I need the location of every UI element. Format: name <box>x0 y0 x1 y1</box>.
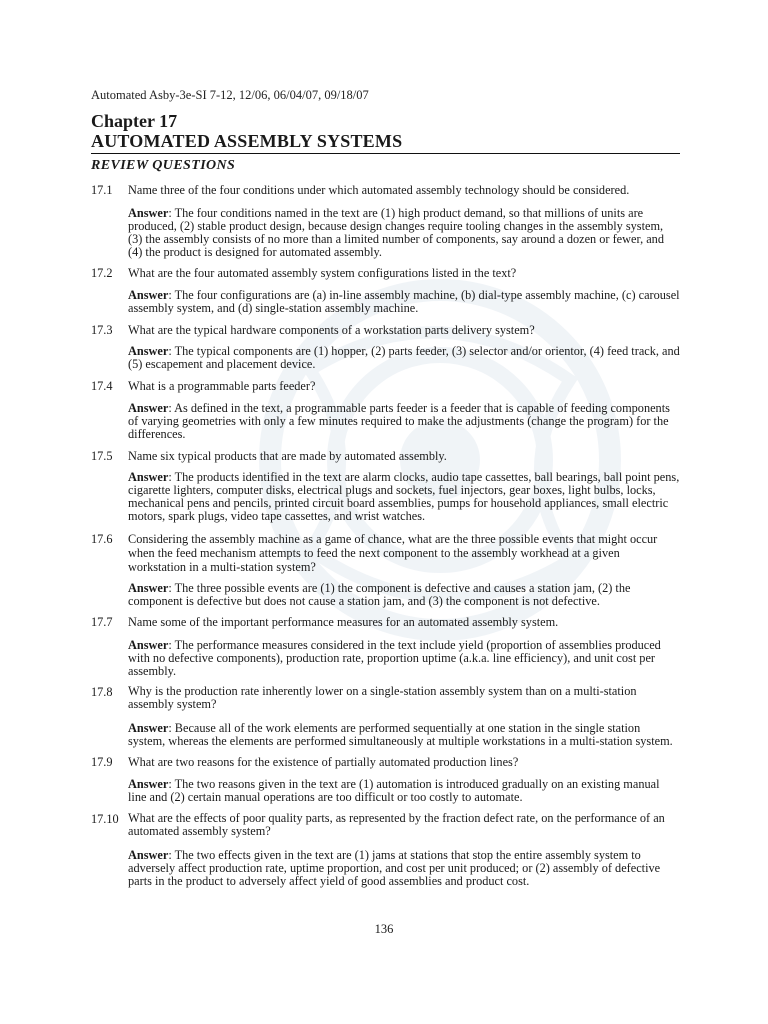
answer-17-7 <box>128 639 680 678</box>
answer-text: : The two reasons given in the text are (1) automation is introduced gradually on an existing manual line and (2) certain manual operations are too difficult or too costly to automate. <box>128 777 660 804</box>
question-text: Name some of the important performance measures for an automated assembly system. <box>128 615 559 629</box>
answer-label: Answer <box>128 777 169 791</box>
answer-label: Answer <box>128 344 169 358</box>
question-text: Why is the production rate inherently lower on a single-station assembly system than on a multi-station assembly system? <box>128 684 637 711</box>
answer-label: Answer <box>128 288 169 302</box>
answer-text: : The two effects given in the text are (1) jams at stations that stop the entire assembly system to adversely affect production rate, uptime proportion, and cost per unit produced; or (2) assembly of defective parts in the product to adversely affect yield of good assemblies and product cost. <box>128 848 661 888</box>
answer-text: : The typical components are (1) hopper, (2) parts feeder, (3) selector and/or orientor, (4) feed track, and (5) escapement and placement device. <box>128 344 680 371</box>
question-text: What are the four automated assembly system configurations listed in the text? <box>128 266 517 280</box>
question-number: 17.6 <box>91 532 113 546</box>
answer-text: : The three possible events are (1) the component is defective and causes a station jam, (2) the component is defective but does not cause a station jam, and (3) the component is not defective. <box>128 581 631 608</box>
chapter-title: AUTOMATED ASSEMBLY SYSTEMS <box>91 131 403 151</box>
answer-17-4 <box>128 402 680 441</box>
answer-text: : The products identified in the text are alarm clocks, audio tape cassettes, ball bearings, ball point pens, cigarette lighters, computer disks, electrical plugs and sockets, fuel injectors, gear boxes, light bulbs, locks, mechanical pens and pencils, printed circuit board assemblies, pumps for household appliances, small electric motors, spark plugs, video tape cassettes, and wrist watches. <box>128 470 680 523</box>
question-number: 17.8 <box>91 685 113 699</box>
question-17-5 <box>91 449 680 464</box>
answer-label: Answer <box>128 848 169 862</box>
question-number: 17.7 <box>91 615 113 629</box>
question-number: 17.5 <box>91 449 113 463</box>
answer-17-3 <box>128 345 680 371</box>
answer-label: Answer <box>128 470 169 484</box>
answer-17-8 <box>128 722 680 748</box>
answer-17-10 <box>128 849 680 888</box>
answer-label: Answer <box>128 581 169 595</box>
answer-label: Answer <box>128 401 169 415</box>
question-number: 17.4 <box>91 379 113 393</box>
question-17-4 <box>91 379 680 394</box>
answer-17-9 <box>128 778 680 804</box>
question-number: 17.9 <box>91 755 113 769</box>
question-17-1 <box>91 183 680 198</box>
question-text: Name six typical products that are made by automated assembly. <box>128 449 447 463</box>
answer-17-5 <box>128 471 680 523</box>
answer-label: Answer <box>128 721 169 735</box>
answer-label: Answer <box>128 638 169 652</box>
answer-label: Answer <box>128 206 169 220</box>
question-number: 17.1 <box>91 183 113 197</box>
question-text: What are the typical hardware components of a workstation parts delivery system? <box>128 323 535 337</box>
question-17-10 <box>91 812 680 838</box>
question-17-9 <box>91 755 680 770</box>
question-text: What are two reasons for the existence of partially automated production lines? <box>128 755 519 769</box>
chapter-number: Chapter 17 <box>91 111 178 131</box>
answer-17-6 <box>128 582 680 608</box>
answer-text: : The four conditions named in the text are (1) high product demand, so that millions of units are produced, (2) stable product design, because design changes require tooling changes in the assembly system, (3) the assembly consists of no more than a limited number of components, say around a dozen or fewer, and (4) the product is designed for automated assembly. <box>128 206 664 259</box>
question-17-6 <box>91 532 680 574</box>
question-text: What are the effects of poor quality parts, as represented by the fraction defect rate, on the performance of an automated assembly system? <box>128 811 665 838</box>
answer-17-1 <box>128 207 680 259</box>
question-17-3 <box>91 323 680 338</box>
question-17-8 <box>91 685 680 711</box>
question-number: 17.10 <box>91 812 119 826</box>
question-17-7 <box>91 615 680 630</box>
question-number: 17.3 <box>91 323 113 337</box>
question-number: 17.2 <box>91 266 113 280</box>
answer-text: : As defined in the text, a programmable parts feeder is a feeder that is capable of feeding components of varying geometries with only a few minutes required to make the adjustments (change the program) for the differences. <box>128 401 670 441</box>
question-text: Considering the assembly machine as a game of chance, what are the three possible events that might occur when the feed mechanism attempts to feed the next component to the assembly workhead at a given workstation in a multi-station system? <box>128 532 658 574</box>
section-heading: REVIEW QUESTIONS <box>91 158 236 173</box>
file-header-line: Automated Asby-3e-SI 7-12, 12/06, 06/04/07, 09/18/07 <box>91 88 369 102</box>
question-text: Name three of the four conditions under which automated assembly technology should be considered. <box>128 183 630 197</box>
page-number: 136 <box>374 922 394 936</box>
answer-text: : Because all of the work elements are performed sequentially at one station in the single station system, whereas the elements are performed simultaneously at multiple workstations in a multi-station system. <box>128 721 673 748</box>
answer-text: : The four configurations are (a) in-line assembly machine, (b) dial-type assembly machine, (c) carousel assembly system, and (d) single-station assembly machine. <box>128 288 680 315</box>
answer-17-2 <box>128 289 680 315</box>
question-17-2 <box>91 266 680 281</box>
title-divider <box>91 153 680 154</box>
question-text: What is a programmable parts feeder? <box>128 379 316 393</box>
answer-text: : The performance measures considered in the text include yield (proportion of assemblies produced with no defective components), production rate, proportion uptime (a.k.a. line efficiency), and unit cost per assembly. <box>128 638 661 678</box>
